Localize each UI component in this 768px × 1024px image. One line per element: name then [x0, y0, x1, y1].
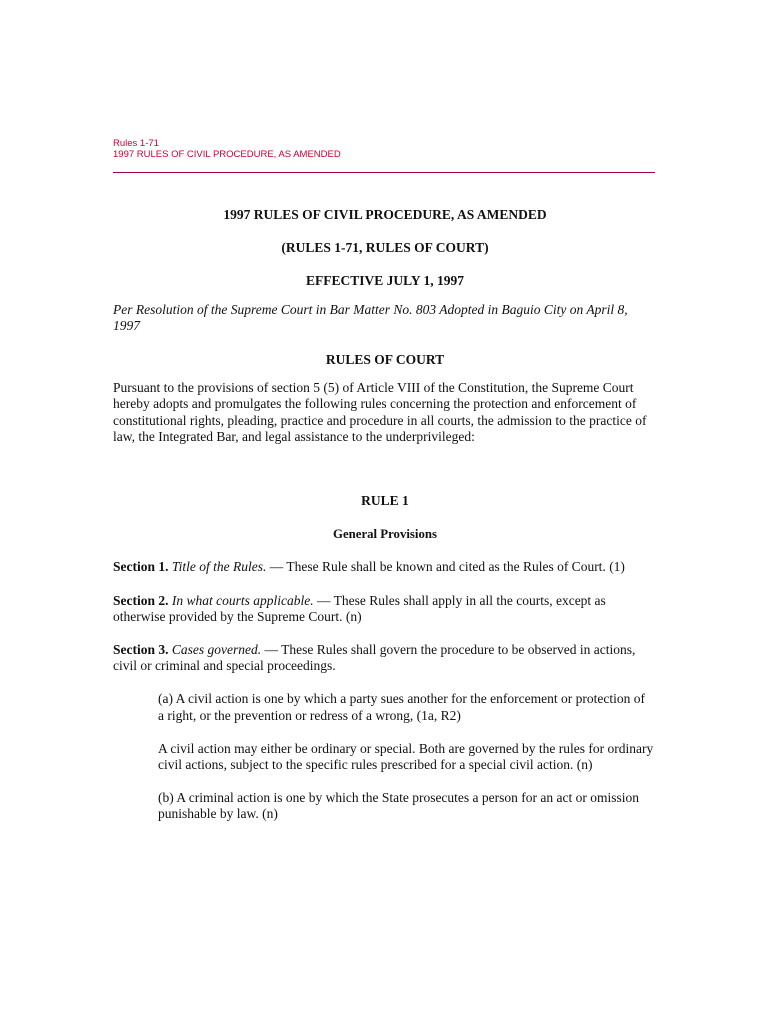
subparagraph-civil-types: A civil action may either be ordinary or special. Both are governed by the rules for ordinary civil actions, subject to the specific rules prescribed for a special civil action. (n)	[158, 740, 654, 773]
subparagraph-a: (a) A civil action is one by which a party sues another for the enforcement or protection of a right, or the prevention or redress of a wrong, (1a, R2)	[158, 691, 645, 723]
effective-date: EFFECTIVE JULY 1, 1997	[305, 273, 465, 289]
section-3	[113, 642, 657, 674]
rule-title: General Provisions	[333, 527, 437, 542]
resolution-note: Per Resolution of the Supreme Court in Bar Matter No. 803 Adopted in Baguio City on April 8, 1997	[113, 301, 628, 333]
header-document-title: 1997 RULES OF CIVIL PROCEDURE, AS AMENDED	[113, 149, 341, 160]
header-divider	[113, 172, 655, 173]
section-1-label: Section 1.	[113, 559, 169, 575]
section-2-text: — These Rules shall apply in all the courts, except as otherwise provided by the Supreme Court. (n)	[113, 592, 606, 624]
section-3-text: — These Rules shall govern the procedure to be observed in actions, civil or criminal and special proceedings.	[113, 642, 636, 674]
section-3-heading: Cases governed.	[171, 642, 262, 658]
document-subtitle: (RULES 1-71, RULES OF COURT)	[281, 240, 489, 256]
document-body	[113, 207, 657, 823]
header-rules-range: Rules 1-71	[113, 138, 159, 149]
section-1-text: — These Rule shall be known and cited as the Rules of Court. (1)	[266, 559, 625, 575]
section-1	[113, 559, 657, 575]
running-header	[113, 138, 655, 160]
section-2-label: Section 2.	[113, 592, 169, 608]
section-1-heading: Title of the Rules.	[171, 559, 267, 575]
rules-of-court-heading: RULES OF COURT	[325, 352, 445, 368]
subparagraph-b: (b) A criminal action is one by which the State prosecutes a person for an act or omission punishable by law. (n)	[158, 790, 640, 822]
section-2	[113, 593, 657, 625]
section-2-heading: In what courts applicable.	[171, 592, 314, 608]
section-3-label: Section 3.	[113, 642, 169, 658]
rule-number: RULE 1	[361, 493, 409, 509]
preamble-paragraph: Pursuant to the provisions of section 5 (5) of Article VIII of the Constitution, the Supreme Court hereby adopts and promulgates the following rules concerning the protection and enforcement of constitutional rights, pleading, practice and procedure in all courts, the admission to the practice of law, the Integrated Bar, and legal assistance to the underprivileged:	[113, 380, 647, 444]
document-title: 1997 RULES OF CIVIL PROCEDURE, AS AMENDED	[223, 207, 547, 222]
